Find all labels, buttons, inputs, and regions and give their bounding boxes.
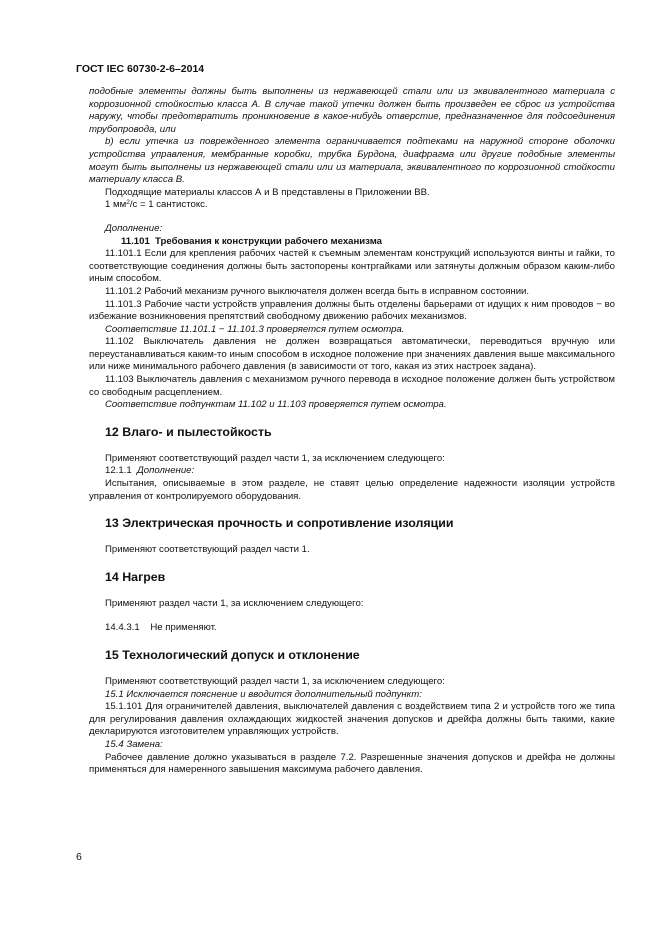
document-body: [89, 86, 615, 777]
paragraph: Применяют соответствующий раздел части 1, за исключением следующего:: [105, 452, 445, 464]
clause-number: 12.1.1: [105, 465, 132, 477]
clause-number: 14.4.3.1: [105, 622, 140, 634]
paragraph: 11.101.2 Рабочий механизм ручного выключателя должен всегда быть в исправном состоянии.: [105, 285, 530, 297]
section-heading: 15 Технологический допуск и отклонение: [105, 648, 360, 662]
paragraph: Применяют раздел части 1, за исключением следующего:: [105, 597, 364, 609]
paragraph: 11.103 Выключатель давления с механизмом ручного перевода в исходное положение должен быть устройством со свободным расцеплением.: [89, 374, 615, 398]
paragraph: Применяют соответствующий раздел части 1.: [105, 544, 310, 556]
paragraph: Испытания, описываемые в этом разделе, не ставят целью определение надежности изоляции устройств управления от контролируемого оборудования.: [89, 478, 615, 502]
paragraph: 11.101.1 Если для крепления рабочих частей к съемным элементам конструкций используются винты и гайки, то соответствующие соединения должны быть застопорены контргайками или затянуты должным образом каким-либо иным способом.: [89, 248, 615, 285]
paragraph: Применяют соответствующий раздел части 1, за исключением следующего:: [105, 676, 445, 687]
unit-note: [89, 199, 615, 212]
paragraph: 15.4 Замена:: [105, 738, 163, 750]
clause-text: Дополнение:: [137, 465, 195, 477]
paragraph: 11.102 Выключатель давления не должен возвращаться автоматически, переводиться вручную или переустанавливаться каким-то иным способом в исходное положение при значениях давления выше максимального или ниже минимального рабочего давления (в зависимости от того, какая из этих настроек задана).: [89, 336, 615, 373]
paragraph: 15.1.101 Для ограничителей давления, выключателей давления с воздействием типа 2 и устройств того же типа для регулирования давления охлаждающих жидкостей значения допусков и дрейфа должны быть такими, какие декларируются изготовителем управляющих устройств.: [89, 701, 615, 738]
paragraph: Соответствие подпунктам 11.102 и 11.103 проверяется путем осмотра.: [105, 399, 447, 411]
clause-text: Не применяют.: [150, 622, 217, 634]
paragraph: Соответствие 11.101.1 − 11.101.3 проверяется путем осмотра.: [105, 323, 405, 335]
paragraph: [89, 465, 615, 478]
paragraph: подобные элементы должны быть выполнены из нержавеющей стали или из эквивалентного материала с коррозионной стойкостью класса А. В случае такой утечки должен быть произведен ее сброс из устройства наружу, чтобы предотвратить проникновение в какое-нибудь отверстие, предназначенное для подсоединения трубопровода, или: [89, 86, 615, 135]
unit-text: 1 мм: [105, 199, 127, 211]
section-heading: 14 Нагрев: [105, 569, 166, 584]
document-header: ГОСТ IEC 60730-2-6–2014: [76, 63, 205, 75]
paragraph: Подходящие материалы классов А и В представлены в Приложении ВВ.: [105, 186, 430, 198]
section-heading: 13 Электрическая прочность и сопротивление изоляции: [105, 516, 454, 531]
subsection-heading: [89, 236, 615, 249]
unit-text: /с = 1 сантистокс.: [129, 199, 208, 211]
subsection-title: Требования к конструкции рабочего механизма: [155, 235, 383, 247]
paragraph: 15.1 Исключается пояснение и вводится дополнительный подпункт:: [105, 688, 422, 700]
paragraph: 11.101.3 Рабочие части устройств управления должны быть отделены барьерами от идущих к ним проводов − во избежание возникновения препятствий свободному движению рабочих механизмов.: [89, 298, 615, 323]
paragraph: b) если утечка из поврежденного элемента ограничивается подтеками на наружной стороне оболочки устройства управления, мембранные коробки, трубка Бурдона, диафрагма или другие подобные элементы могут быть выполнены из нержавеющей стали или из материала, эквивалентного по коррозионной стойкости материалу класса В.: [89, 136, 615, 186]
section-heading: 12 Влаго- и пылестойкость: [105, 424, 272, 439]
paragraph: [89, 622, 615, 635]
unit-superscript: 2: [126, 199, 130, 207]
addition-label: Дополнение:: [105, 222, 163, 234]
paragraph: Рабочее давление должно указываться в разделе 7.2. Разрешенные значения допусков и дрейфа не должны применяться для намеренного завышения максимума рабочего давления.: [89, 751, 615, 776]
subsection-number: 11.101: [121, 235, 150, 247]
page-number: 6: [76, 851, 82, 863]
